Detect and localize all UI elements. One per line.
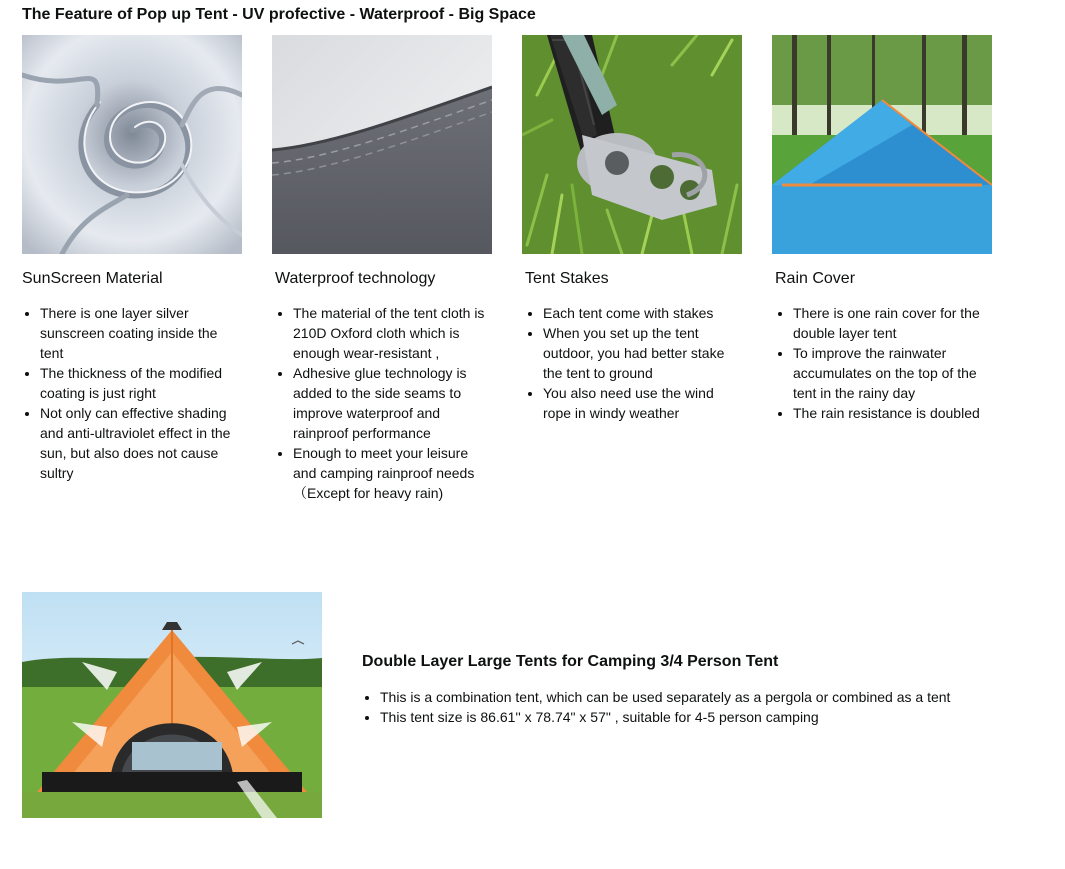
feature-heading: SunScreen Material [22, 270, 163, 287]
feature-heading: Waterproof technology [275, 270, 436, 287]
feature-rain-cover [772, 35, 994, 423]
list-item: • The thickness of the modified coating is just right [40, 363, 244, 403]
page-title: The Feature of Pop up Tent - UV profective - Waterproof - Big Space [22, 6, 536, 23]
list-item: • The rain resistance is doubled [793, 403, 994, 423]
tent-stake-image [522, 35, 742, 254]
list-item: • Not only can effective shading and anti-ultraviolet effect in the sun, but also does not cause sultry [40, 403, 244, 483]
bottom-heading: Double Layer Large Tents for Camping 3/4 Person Tent [362, 653, 779, 670]
orange-tent-image [22, 592, 322, 818]
feature-sunscreen [22, 35, 244, 483]
list-item: • There is one rain cover for the double layer tent [793, 303, 994, 343]
bottom-description [362, 651, 1042, 727]
list-item: • When you set up the tent outdoor, you had better stake the tent to ground [543, 323, 744, 383]
grey-fabric-image [272, 35, 492, 254]
feature-waterproof [272, 35, 494, 503]
list-item: • There is one layer silver sunscreen coating inside the tent [40, 303, 244, 363]
silver-fabric-image [22, 35, 242, 254]
list-item: • Each tent come with stakes [543, 303, 744, 323]
feature-bullets [772, 303, 994, 423]
list-item: • To improve the rainwater accumulates on the top of the tent in the rainy day [793, 343, 994, 403]
feature-bullets [22, 303, 244, 483]
feature-stakes [522, 35, 744, 423]
list-item: • This tent size is 86.61'' x 78.74" x 57" , suitable for 4-5 person camping [380, 707, 1042, 727]
feature-bullets [272, 303, 494, 503]
list-item: • Enough to meet your leisure and camping rainproof needs （Except for heavy rain) [293, 443, 494, 503]
feature-heading: Rain Cover [775, 270, 856, 287]
list-item: • This is a combination tent, which can be used separately as a pergola or combined as a tent [380, 687, 1042, 707]
feature-bullets [522, 303, 744, 423]
bottom-bullets [362, 687, 1042, 727]
rain-cover-image [772, 35, 992, 254]
feature-heading: Tent Stakes [525, 270, 609, 287]
list-item: • The material of the tent cloth is 210D Oxford cloth which is enough wear-resistant , [293, 303, 494, 363]
list-item: • You also need use the wind rope in windy weather [543, 383, 744, 423]
list-item: • Adhesive glue technology is added to the side seams to improve waterproof and rainproof performance [293, 363, 494, 443]
